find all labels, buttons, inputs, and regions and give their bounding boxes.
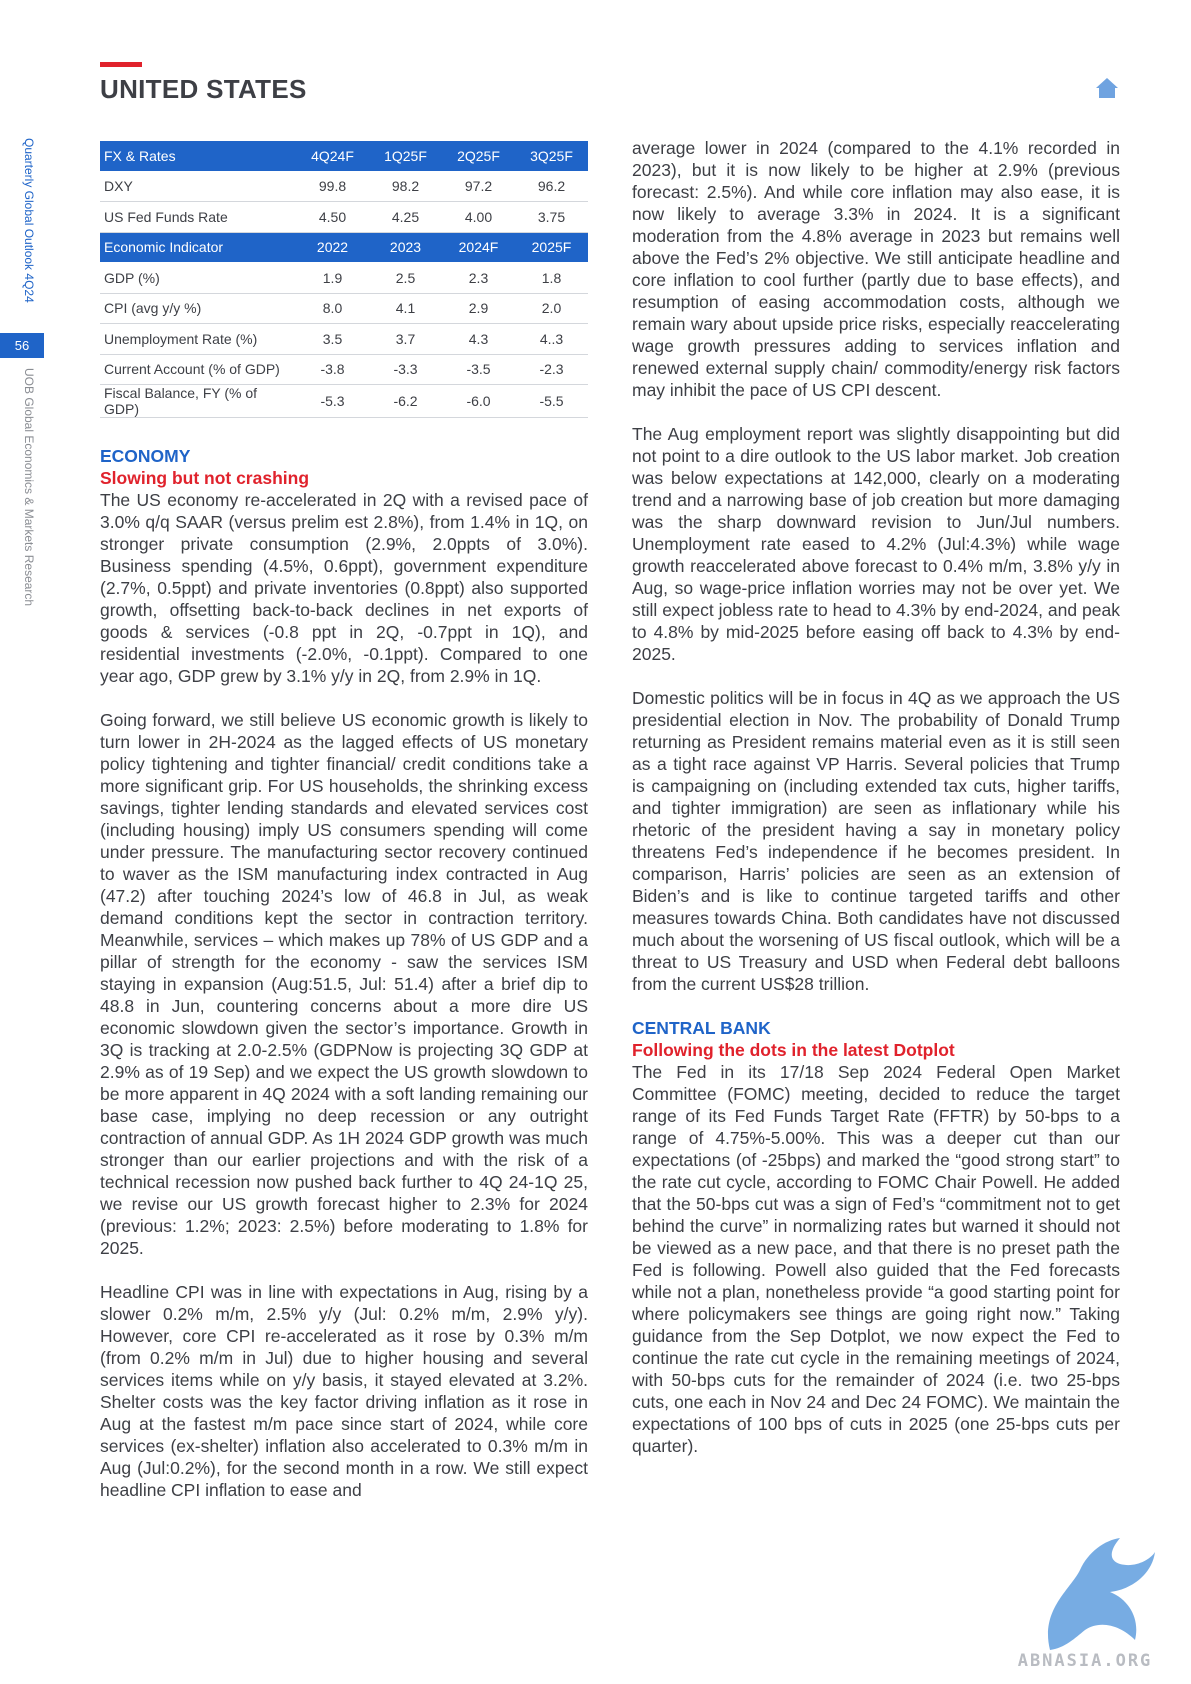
- paragraph: Domestic politics will be in focus in 4Q as we approach the US presidential election in Nov. The probability of Donald Trump returning as President remains material even as it is still seen as a tight race against VP Harris. Several policies that Trump is campaigning on (including extended tax cuts, higher tariffs, and tighter immigration) are seen as inflationary while his rhetoric of the president having a say in monetary policy threatens Fed’s independence if he becomes president. In comparison, Harris’ policies are seen as an extension of Biden’s and is like to continue targeted tariffs and other measures towards China. Both candidates have not discussed much about the worsening of US fiscal outlook, which will be a threat to US Treasury and USD when Federal debt balloons from the current US$28 trillion.: [632, 688, 1120, 994]
- forecast-table: [100, 141, 588, 418]
- page-title: UNITED STATES: [100, 74, 307, 104]
- row-label: US Fed Funds Rate: [100, 202, 296, 233]
- table-cell: -3.8: [296, 354, 369, 385]
- title-accent-bar: [100, 62, 142, 67]
- dragon-logo-icon: [1048, 1538, 1155, 1650]
- table-cell: 2.3: [442, 263, 515, 294]
- table-cell: -5.3: [296, 385, 369, 418]
- watermark-logo: [1010, 1530, 1160, 1670]
- header-cell: 2024F: [442, 232, 515, 263]
- table-cell: 4..3: [515, 324, 588, 355]
- row-label: GDP (%): [100, 263, 296, 294]
- table-cell: 99.8: [296, 171, 369, 202]
- fx-header-row: [100, 141, 588, 171]
- side-rail: [0, 130, 50, 650]
- paragraph: The US economy re-accelerated in 2Q with a revised pace of 3.0% q/q SAAR (versus prelim est 2.8%), from 1.4% in 1Q, on stronger private consumption (2.9%, 2.0ppts of 3.0%). Business spending (4.5%, 0.6ppt), government expenditure (2.7%, 0.5ppt) and private inventories (0.8ppt) also supported growth, offsetting back-to-back declines in net exports of goods & services (-0.8 ppt in 2Q, -0.7ppt in 1Q), and residential investments (-2.0%, -0.1ppt). Compared to one year ago, GDP grew by 3.1% y/y in 2Q, from 2.9% in 1Q.: [100, 490, 588, 686]
- research-unit-label: UOB Global Economics & Markets Research: [22, 368, 36, 607]
- header-cell: 2Q25F: [442, 141, 515, 171]
- page-number: 56: [0, 333, 44, 358]
- paragraph: The Aug employment report was slightly disappointing but did not point to a dire outlook to the US labor market. Job creation was below expectations at 142,000, clearly on a moderating trend and a narrowing base of job creation but more damaging was the sharp downward revision to Jun/Jul numbers. Unemployment rate eased to 4.2% (Jul:4.3%) while wage growth reaccelerated above forecast to 0.4% m/m, 3.8% y/y in Aug, so wage-price inflation worries may not be over yet. We still expect jobless rate to head to 4.3% by end-2024, and peak to 4.8% by mid-2025 before easing off back to 4.3% by end-2025.: [632, 424, 1120, 664]
- row-label: CPI (avg y/y %): [100, 293, 296, 324]
- left-column: [100, 445, 588, 1523]
- table-cell: 2.0: [515, 293, 588, 324]
- table-cell: 98.2: [369, 171, 442, 202]
- table-cell: -6.2: [369, 385, 442, 418]
- table-cell: 1.8: [515, 263, 588, 294]
- table-cell: 3.5: [296, 324, 369, 355]
- table-row: [100, 202, 588, 233]
- home-icon[interactable]: [1095, 76, 1119, 100]
- table-cell: 4.1: [369, 293, 442, 324]
- table-cell: 8.0: [296, 293, 369, 324]
- table-cell: -5.5: [515, 385, 588, 418]
- row-label: DXY: [100, 171, 296, 202]
- publication-title: Quarterly Global Outlook 4Q24: [22, 138, 36, 303]
- central-bank-heading: CENTRAL BANK: [632, 1018, 771, 1038]
- paragraph: average lower in 2024 (compared to the 4.1% recorded in 2023), but it is now likely to be higher at 2.9% (previous forecast: 2.5%). And while core inflation may also ease, it is now likely to average 3.3% in 2024. It is a significant moderation from the 4.8% average in 2023 but remains well above the Fed’s 2% objective. We still anticipate headline and core inflation to cool further (partly due to base effects), and resumption of easing accommodation costs, although we remain wary about upside price risks, especially reaccelerating wage growth pressures adding to services inflation and renewed external supply chain/ commodity/energy risk factors may inhibit the pace of US CPI descent.: [632, 138, 1120, 400]
- header-cell: Economic Indicator: [100, 232, 296, 263]
- table-cell: 2.9: [442, 293, 515, 324]
- table-cell: 96.2: [515, 171, 588, 202]
- table-cell: 4.00: [442, 202, 515, 233]
- table-cell: -3.5: [442, 354, 515, 385]
- table-row: [100, 263, 588, 294]
- header-cell: 2025F: [515, 232, 588, 263]
- table-cell: 1.9: [296, 263, 369, 294]
- central-bank-subheading: Following the dots in the latest Dotplot: [632, 1040, 955, 1060]
- row-label: Current Account (% of GDP): [100, 354, 296, 385]
- header-cell: 3Q25F: [515, 141, 588, 171]
- table-row: [100, 293, 588, 324]
- row-label: Unemployment Rate (%): [100, 324, 296, 355]
- table-cell: 97.2: [442, 171, 515, 202]
- table-row: [100, 385, 588, 418]
- econ-header-row: [100, 232, 588, 263]
- table-cell: -3.3: [369, 354, 442, 385]
- table-row: [100, 354, 588, 385]
- paragraph: Headline CPI was in line with expectations in Aug, rising by a slower 0.2% m/m, 2.5% y/y (Jul: 0.2% m/m, 2.9% y/y). However, core CPI re-accelerated as it rose by 0.3% m/m (from 0.2% m/m in Jul) due to higher housing and several services items while on y/y basis, it stayed elevated at 3.2%. Shelter costs was the key factor driving inflation as it rose in Aug at the fastest m/m pace since start of 2024, while core services (ex-shelter) inflation also accelerated to 0.3% m/m in Aug (Jul:0.2%), for the second month in a row. We still expect headline CPI inflation to ease and: [100, 1282, 588, 1500]
- economy-heading: ECONOMY: [100, 446, 191, 466]
- table-cell: 4.25: [369, 202, 442, 233]
- table-cell: -6.0: [442, 385, 515, 418]
- table-cell: -2.3: [515, 354, 588, 385]
- watermark-text: ABNASIA.ORG: [1017, 1651, 1153, 1670]
- right-column: [632, 137, 1120, 1479]
- header-cell: 1Q25F: [369, 141, 442, 171]
- header-cell: FX & Rates: [100, 141, 296, 171]
- economy-subheading: Slowing but not crashing: [100, 468, 310, 488]
- header-cell: 2023: [369, 232, 442, 263]
- table-cell: 2.5: [369, 263, 442, 294]
- table-cell: 3.75: [515, 202, 588, 233]
- paragraph: The Fed in its 17/18 Sep 2024 Federal Open Market Committee (FOMC) meeting, decided to reduce the target range of its Fed Funds Target Rate (FFTR) by 50-bps to a range of 4.75%-5.00%. This was a deeper cut than our expectations (of -25bps) and marked the “good strong start” to the rate cut cycle, according to FOMC Chair Powell. He added that the 50-bps cut was a sign of Fed’s “commitment not to get behind the curve” in normalizing rates but warned it should not be viewed as a new pace, and that there is no preset path the Fed is following. Powell also guided that the Fed forecasts while not a plan, nonetheless provide “a good starting point for where policymakers see things are going right now.” Taking guidance from the Sep Dotplot, we now expect the Fed to continue the rate cut cycle in the remaining meetings of 2024, with 50-bps cuts for the remainder of 2024 (i.e. two 25-bps cuts, one each in Nov 24 and Dec 24 FOMC). We maintain the expectations of 100 bps of cuts in 2025 (one 25-bps cuts per quarter).: [632, 1062, 1120, 1456]
- table-cell: 4.3: [442, 324, 515, 355]
- row-label: Fiscal Balance, FY (% of GDP): [100, 385, 296, 418]
- table-row: [100, 171, 588, 202]
- table-cell: 3.7: [369, 324, 442, 355]
- header-cell: 4Q24F: [296, 141, 369, 171]
- table-row: [100, 324, 588, 355]
- table-cell: 4.50: [296, 202, 369, 233]
- header-cell: 2022: [296, 232, 369, 263]
- paragraph: Going forward, we still believe US economic growth is likely to turn lower in 2H-2024 as the lagged effects of US monetary policy tightening and tighter financial/ credit conditions take a more significant grip. For US households, the shrinking excess savings, tighter lending standards and elevated services cost (including housing) imply US consumers spending will come under pressure. The manufacturing sector recovery continued to waver as the ISM manufacturing index contracted in Aug (47.2) after touching 2024’s low of 46.8 in Jul, as weak demand conditions kept the sector in contraction territory. Meanwhile, services – which makes up 78% of US GDP and a pillar of strength for the economy - saw the services ISM staying in expansion (Aug:51.5, Jul: 51.4) after a brief dip to 48.8 in Jun, countering concerns about a more dire US economic slowdown given the sector’s importance. Growth in 3Q is tracking at 2.0-2.5% (GDPNow is projecting 3Q GDP at 2.9% as of 19 Sep) and we expect the US growth slowdown to be more apparent in 4Q 2024 with a soft landing remaining our base case, implying no deep recession or any outright contraction of annual GDP. As 1H 2024 GDP growth was much stronger than our earlier projections and with the risk of a technical recession now pushed back further to 4Q 24-1Q 25, we revise our US growth forecast higher to 2.3% for 2024 (previous: 1.2%; 2023: 2.5%) before moderating to 1.8% for 2025.: [100, 710, 588, 1258]
